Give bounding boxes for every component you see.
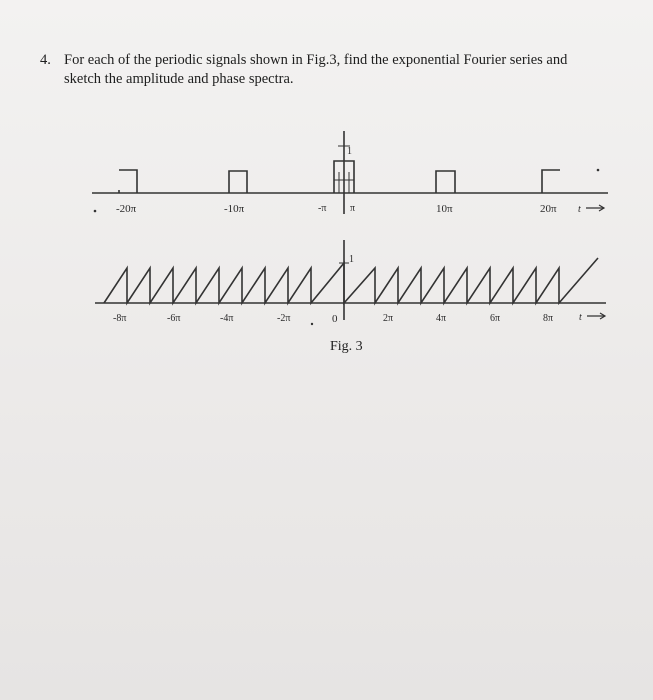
top-tick-label-10pi: 10π bbox=[436, 203, 453, 215]
pulse-20pi bbox=[542, 170, 560, 193]
pulse-minus-10pi bbox=[229, 171, 247, 193]
top-tick-label-minus-20pi: -20π bbox=[116, 203, 137, 215]
bottom-tick-label-8pi: 8π bbox=[543, 313, 554, 324]
top-left-dot bbox=[94, 210, 97, 213]
bottom-tick-label-6pi: 6π bbox=[490, 313, 501, 324]
problem-number: 4. bbox=[40, 52, 51, 68]
bottom-time-arrow bbox=[587, 313, 605, 319]
top-tick-label-20pi: 20π bbox=[540, 203, 557, 215]
bottom-amplitude-label: 1 bbox=[349, 254, 354, 265]
bottom-tick-label-4pi: 4π bbox=[436, 313, 447, 324]
bottom-tick-label-minus-6pi: -6π bbox=[167, 313, 181, 324]
problem-text-line-1: For each of the periodic signals shown in Fig.3, find the exponential Fourier series and bbox=[64, 52, 568, 68]
bottom-tick-label-0: 0 bbox=[332, 313, 338, 325]
top-time-label: t bbox=[578, 204, 581, 215]
bottom-tick-label-2pi: 2π bbox=[383, 313, 394, 324]
bottom-tick-label-minus-2pi: -2π bbox=[277, 313, 291, 324]
pulse-minus-20pi bbox=[119, 170, 137, 193]
top-tick-label-minus-10pi: -10π bbox=[224, 203, 245, 215]
top-time-arrow bbox=[586, 205, 604, 211]
top-signal bbox=[92, 131, 608, 214]
figure-caption: Fig. 3 bbox=[330, 339, 363, 354]
top-tick-label-minus-pi: -π bbox=[318, 203, 327, 214]
top-amplitude-label: 1 bbox=[347, 146, 352, 157]
problem-text-line-2: sketch the amplitude and phase spectra. bbox=[64, 71, 294, 87]
bottom-signal bbox=[95, 240, 606, 320]
bottom-tick-label-minus-8pi: -8π bbox=[113, 313, 127, 324]
top-tick-label-pi: π bbox=[350, 203, 356, 214]
bottom-time-label: t bbox=[579, 312, 582, 323]
bottom-stray-dot bbox=[311, 323, 313, 325]
pulse-10pi bbox=[436, 171, 455, 193]
top-right-dot bbox=[597, 169, 600, 172]
bottom-tick-label-minus-4pi: -4π bbox=[220, 313, 234, 324]
